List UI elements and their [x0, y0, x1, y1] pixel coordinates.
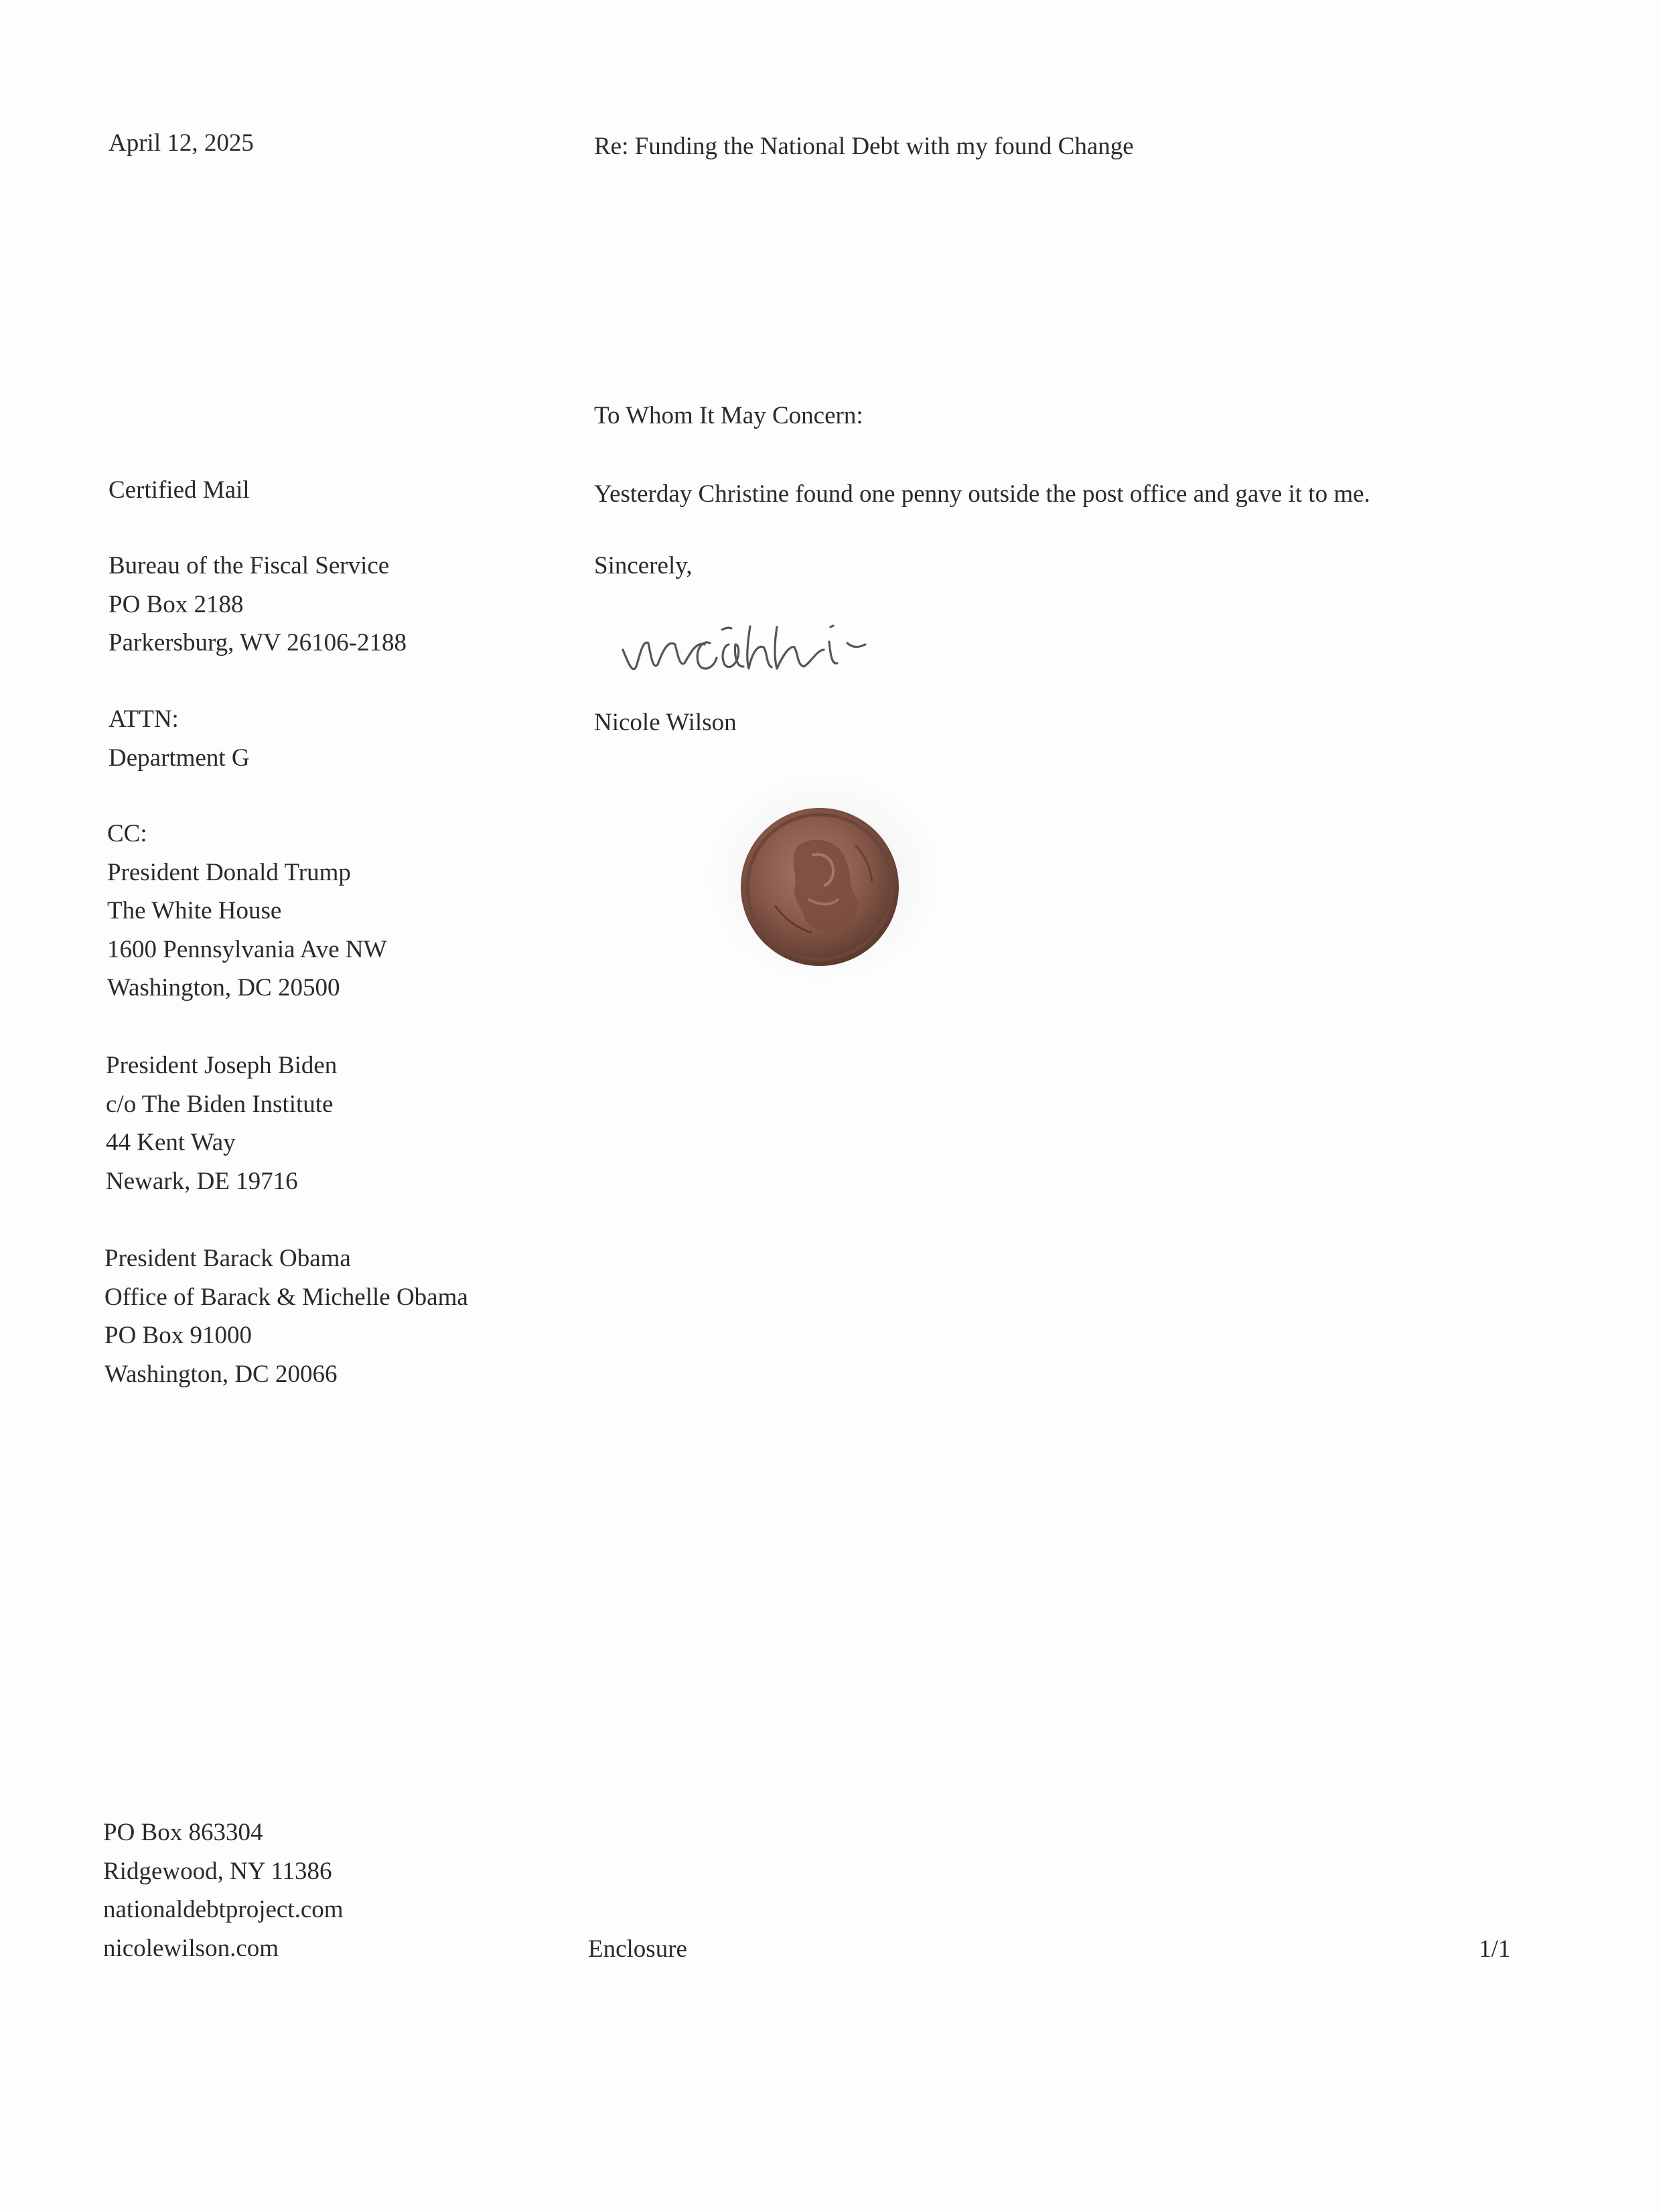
address-line: Washington, DC 20066 — [104, 1360, 338, 1388]
sender-address — [103, 1813, 344, 1967]
address-line: President Donald Trump — [107, 858, 351, 886]
cc-label: CC: — [107, 820, 147, 847]
recipient-address — [109, 547, 407, 663]
attn-block — [109, 700, 250, 777]
address-line: Newark, DE 19716 — [106, 1167, 298, 1195]
signer-name: Nicole Wilson — [594, 709, 737, 736]
website-link: nicolewilson.com — [103, 1934, 279, 1962]
address-line: Washington, DC 20500 — [107, 974, 340, 1001]
page-number: 1/1 — [1479, 1935, 1511, 1963]
letter-subject: Re: Funding the National Debt with my found Change — [594, 133, 1134, 160]
address-line: Bureau of the Fiscal Service — [109, 552, 390, 579]
letter-body: Yesterday Christine found one penny outside the post office and gave it to me. — [594, 480, 1370, 508]
address-line: President Joseph Biden — [106, 1052, 338, 1079]
letter-date: April 12, 2025 — [109, 129, 254, 157]
address-line: Parkersburg, WV 26106-2188 — [109, 629, 407, 656]
address-line: The White House — [107, 897, 282, 924]
cc-block-obama — [104, 1239, 468, 1393]
address-line: c/o The Biden Institute — [106, 1090, 334, 1118]
address-line: Ridgewood, NY 11386 — [103, 1857, 332, 1885]
penny-coin-image — [738, 805, 902, 969]
website-link: nationaldebtproject.com — [103, 1896, 344, 1923]
address-line: President Barack Obama — [104, 1245, 351, 1272]
enclosure-label: Enclosure — [588, 1935, 687, 1963]
cc-block-biden — [106, 1046, 337, 1200]
address-line: PO Box 2188 — [109, 590, 244, 618]
mail-type: Certified Mail — [109, 476, 250, 504]
cc-block-trump — [107, 815, 387, 1008]
letter-closing: Sincerely, — [594, 552, 693, 579]
attn-department: Department G — [109, 744, 250, 772]
letter-greeting: To Whom It May Concern: — [594, 402, 863, 429]
address-line: PO Box 863304 — [103, 1819, 263, 1846]
signature-image — [616, 603, 911, 683]
attn-label: ATTN: — [109, 705, 179, 733]
address-line: 1600 Pennsylvania Ave NW — [107, 935, 387, 963]
address-line: 44 Kent Way — [106, 1129, 236, 1156]
address-line: Office of Barack & Michelle Obama — [104, 1283, 468, 1311]
address-line: PO Box 91000 — [104, 1322, 252, 1349]
